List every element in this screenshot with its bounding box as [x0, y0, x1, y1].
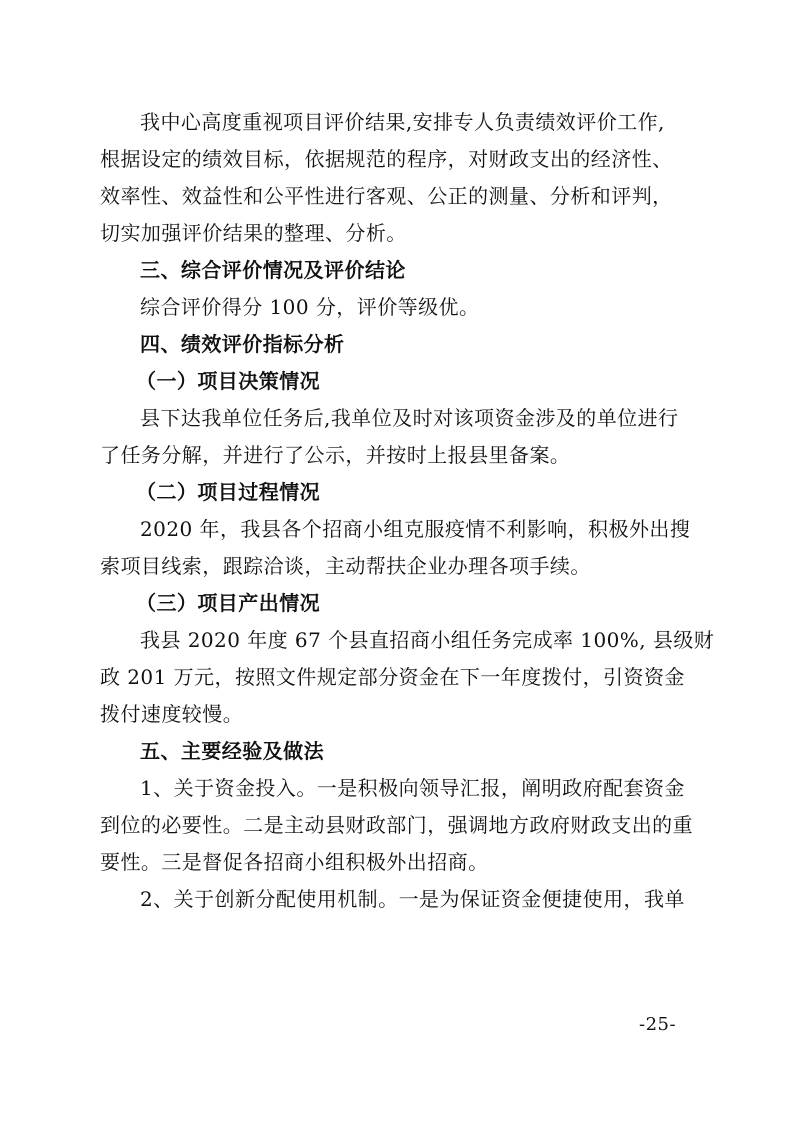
section-heading: 五、主要经验及做法 [140, 739, 325, 763]
page-number: -25- [639, 1014, 677, 1035]
body-text-line: 政 201 万元，按照文件规定部分资金在下一年度拨付，引资资金 [100, 665, 685, 689]
subsection-heading: （二）项目过程情况 [136, 480, 321, 504]
body-text-line: 我中心高度重视项目评价结果,安排专人负责绩效评价工作, [140, 110, 665, 134]
body-text-line: 索项目线索，跟踪洽谈，主动帮扶企业办理各项手续。 [100, 554, 591, 578]
body-text-line: 2、关于创新分配使用机制。一是为保证资金便捷使用，我单 [140, 887, 685, 911]
body-text-line: 拨付速度较慢。 [100, 702, 244, 726]
body-text-line: 效率性、效益性和公平性进行客观、公正的测量、分析和评判， [100, 184, 673, 208]
subsection-heading: （三）项目产出情况 [136, 591, 321, 615]
body-text-line: 综合评价得分 100 分，评价等级优。 [140, 295, 480, 319]
body-text-line: 我县 2020 年度 67 个县直招商小组任务完成率 100%, 县级财 [140, 628, 715, 652]
body-text-line: 根据设定的绩效目标，依据规范的程序，对财政支出的经济性、 [100, 147, 673, 171]
document-body [100, 104, 715, 918]
body-text-line: 到位的必要性。二是主动县财政部门，强调地方政府财政支出的重 [100, 813, 694, 837]
body-text-line: 1、关于资金投入。一是积极向领导汇报，阐明政府配套资金 [140, 776, 685, 800]
body-text-line: 要性。三是督促各招商小组积极外出招商。 [100, 850, 489, 874]
body-text-line: 切实加强评价结果的整理、分析。 [100, 221, 407, 245]
body-text-line: 了任务分解，并进行了公示，并按时上报县里备案。 [100, 443, 571, 467]
section-heading: 四、绩效评价指标分析 [140, 332, 345, 356]
body-text-line: 县下达我单位任务后,我单位及时对该项资金涉及的单位进行 [140, 406, 679, 430]
subsection-heading: （一）项目决策情况 [136, 369, 321, 393]
body-text-line: 2020 年，我县各个招商小组克服疫情不利影响，积极外出搜 [140, 517, 691, 541]
section-heading: 三、综合评价情况及评价结论 [140, 258, 406, 282]
